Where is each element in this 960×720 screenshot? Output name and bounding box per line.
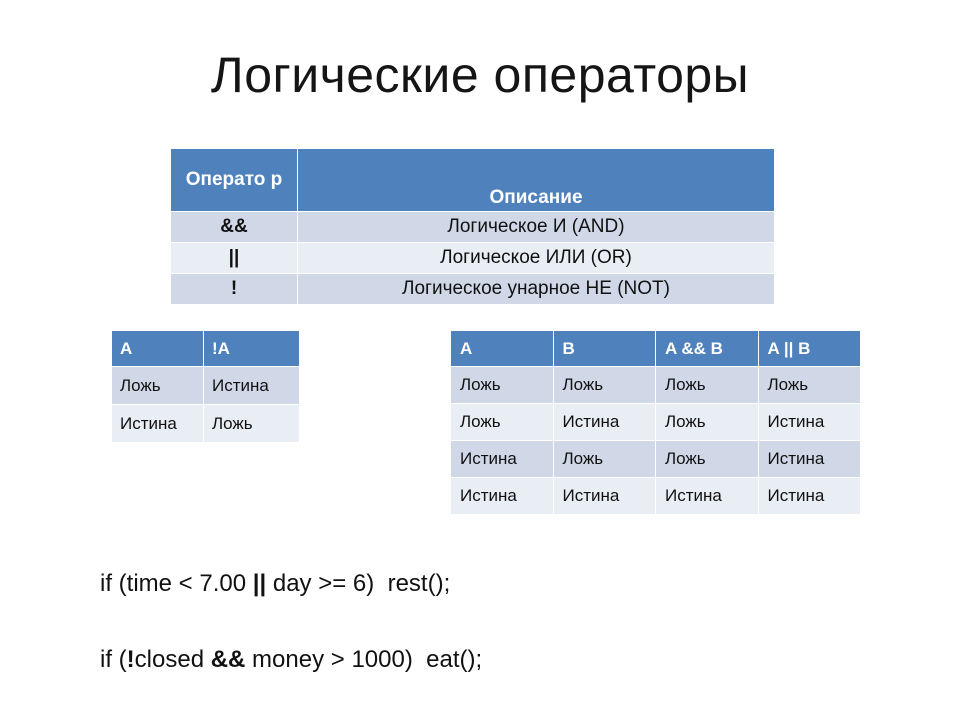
- operator-cell: &&: [171, 212, 298, 243]
- table-cell: Ложь: [112, 367, 204, 405]
- table-row: [451, 441, 861, 478]
- table-cell: Истина: [553, 478, 656, 515]
- code-operator-and: &&: [210, 646, 246, 673]
- table-row: [112, 405, 300, 443]
- column-header-not-a: !A: [204, 331, 300, 367]
- table-header-row: [451, 331, 861, 367]
- slide-title: Логические операторы: [210, 47, 750, 103]
- table-cell: Ложь: [451, 404, 554, 441]
- code-text: if (time < 7.00: [100, 570, 253, 597]
- table-cell: Ложь: [656, 441, 759, 478]
- column-header-a: A: [112, 331, 204, 367]
- table-cell: Ложь: [656, 367, 759, 404]
- code-text: money > 1000) eat();: [245, 646, 483, 673]
- table-cell: Ложь: [204, 405, 300, 443]
- table-cell: Ложь: [553, 441, 656, 478]
- column-header-and: A && B: [656, 331, 759, 367]
- table-cell: Ложь: [656, 404, 759, 441]
- table-cell: Истина: [112, 405, 204, 443]
- table-cell: Ложь: [553, 367, 656, 404]
- operators-table: [170, 148, 775, 305]
- description-cell: Логическое унарное НЕ (NOT): [298, 274, 775, 305]
- table-row: [171, 243, 775, 274]
- table-header-row: [112, 331, 300, 367]
- table-cell: Истина: [758, 441, 861, 478]
- code-text: day >= 6) rest();: [266, 570, 451, 597]
- table-cell: Истина: [656, 478, 759, 515]
- code-operator-not: !: [126, 646, 135, 673]
- table-cell: Истина: [451, 478, 554, 515]
- description-cell: Логическое ИЛИ (OR): [298, 243, 775, 274]
- description-cell: Логическое И (AND): [298, 212, 775, 243]
- operator-cell: !: [171, 274, 298, 305]
- table-header-row: [171, 149, 775, 212]
- table-row: [171, 274, 775, 305]
- code-example-and-not: [100, 646, 482, 674]
- code-text: closed: [134, 646, 211, 673]
- operator-cell: ||: [171, 243, 298, 274]
- column-header-or: A || B: [758, 331, 861, 367]
- description-column-header: Описание: [298, 149, 775, 212]
- table-row: [451, 367, 861, 404]
- not-truth-table: [111, 330, 300, 443]
- table-cell: Ложь: [758, 367, 861, 404]
- table-row: [451, 478, 861, 515]
- column-header-a: A: [451, 331, 554, 367]
- table-cell: Истина: [451, 441, 554, 478]
- column-header-b: B: [553, 331, 656, 367]
- table-cell: Истина: [553, 404, 656, 441]
- and-or-truth-table: [450, 330, 861, 515]
- table-cell: Ложь: [451, 367, 554, 404]
- table-row: [112, 367, 300, 405]
- table-row: [171, 212, 775, 243]
- table-row: [451, 404, 861, 441]
- code-example-or: [100, 570, 450, 598]
- code-operator-or: ||: [252, 570, 267, 597]
- operator-column-header: Операто р: [171, 149, 298, 212]
- code-text: if (: [100, 646, 127, 673]
- table-cell: Истина: [204, 367, 300, 405]
- table-cell: Истина: [758, 404, 861, 441]
- table-cell: Истина: [758, 478, 861, 515]
